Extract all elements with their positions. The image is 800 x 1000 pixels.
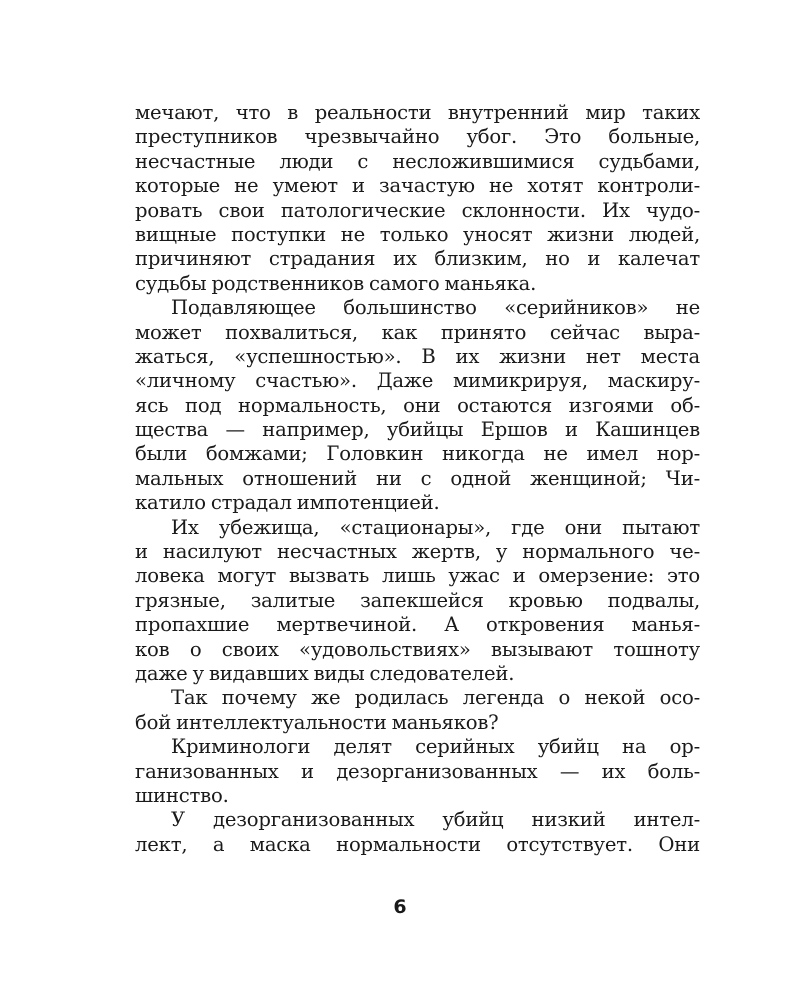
text-line: судьбы родственников самого маньяка. bbox=[135, 271, 537, 295]
text-line: бой интеллектуальности маньяков? bbox=[135, 710, 499, 734]
text-line: причиняют страдания их близким, но и калечат bbox=[135, 247, 700, 271]
page-number: 6 bbox=[393, 896, 407, 918]
text-line: мальных отношений ни с одной женщиной; Чи- bbox=[135, 466, 700, 490]
text-line: лект, а маска нормальности отсутствует. Они bbox=[135, 832, 700, 856]
body-text bbox=[135, 101, 700, 857]
text-line: были бомжами; Головкин никогда не имел нор- bbox=[135, 442, 700, 466]
text-line: даже у видавших виды следователей. bbox=[135, 661, 515, 685]
text-line: шинство. bbox=[135, 783, 229, 807]
text-line: пропахшие мертвечиной. А откровения манья- bbox=[135, 613, 700, 637]
text-line: вищные поступки не только уносят жизни людей, bbox=[135, 222, 700, 246]
text-line: и насилуют несчастных жертв, у нормального че- bbox=[135, 540, 700, 564]
text-line: «личному счастью». Даже мимикрируя, маскиру- bbox=[135, 369, 700, 393]
text-line: ловека могут вызвать лишь ужас и омерзение: это bbox=[135, 564, 700, 588]
text-line-paragraph-start: У дезорганизованных убийц низкий интел- bbox=[171, 808, 700, 832]
text-line: ков о своих «удовольствиях» вызывают тошноту bbox=[135, 637, 700, 661]
text-line-paragraph-start: Их убежища, «стационары», где они пытают bbox=[171, 515, 700, 539]
text-line: ганизованных и дезорганизованных — их боль- bbox=[135, 759, 700, 783]
text-line-paragraph-start: Так почему же родилась легенда о некой осо- bbox=[171, 686, 700, 710]
text-line: катило страдал импотенцией. bbox=[135, 491, 440, 515]
text-line: может похвалиться, как принято сейчас выра- bbox=[135, 320, 700, 344]
text-line: которые не умеют и зачастую не хотят контроли- bbox=[135, 174, 700, 198]
text-line: мечают, что в реальности внутренний мир таких bbox=[135, 101, 700, 124]
text-line: несчастные люди с несложившимися судьбами, bbox=[135, 149, 700, 173]
text-line-paragraph-start: Подавляющее большинство «серийников» не bbox=[171, 296, 700, 320]
text-line: жаться, «успешностью». В их жизни нет места bbox=[135, 344, 700, 368]
text-line: грязные, залитые запекшейся кровью подвалы, bbox=[135, 588, 700, 612]
text-line: преступников чрезвычайно убог. Это больные, bbox=[135, 125, 700, 149]
text-line: ясь под нормальность, они остаются изгоями об- bbox=[135, 393, 700, 417]
text-line: щества — например, убийцы Ершов и Кашинцев bbox=[135, 418, 700, 442]
text-line: ровать свои патологические склонности. Их чудо- bbox=[135, 198, 700, 222]
text-line-paragraph-start: Криминологи делят серийных убийц на ор- bbox=[171, 735, 700, 759]
